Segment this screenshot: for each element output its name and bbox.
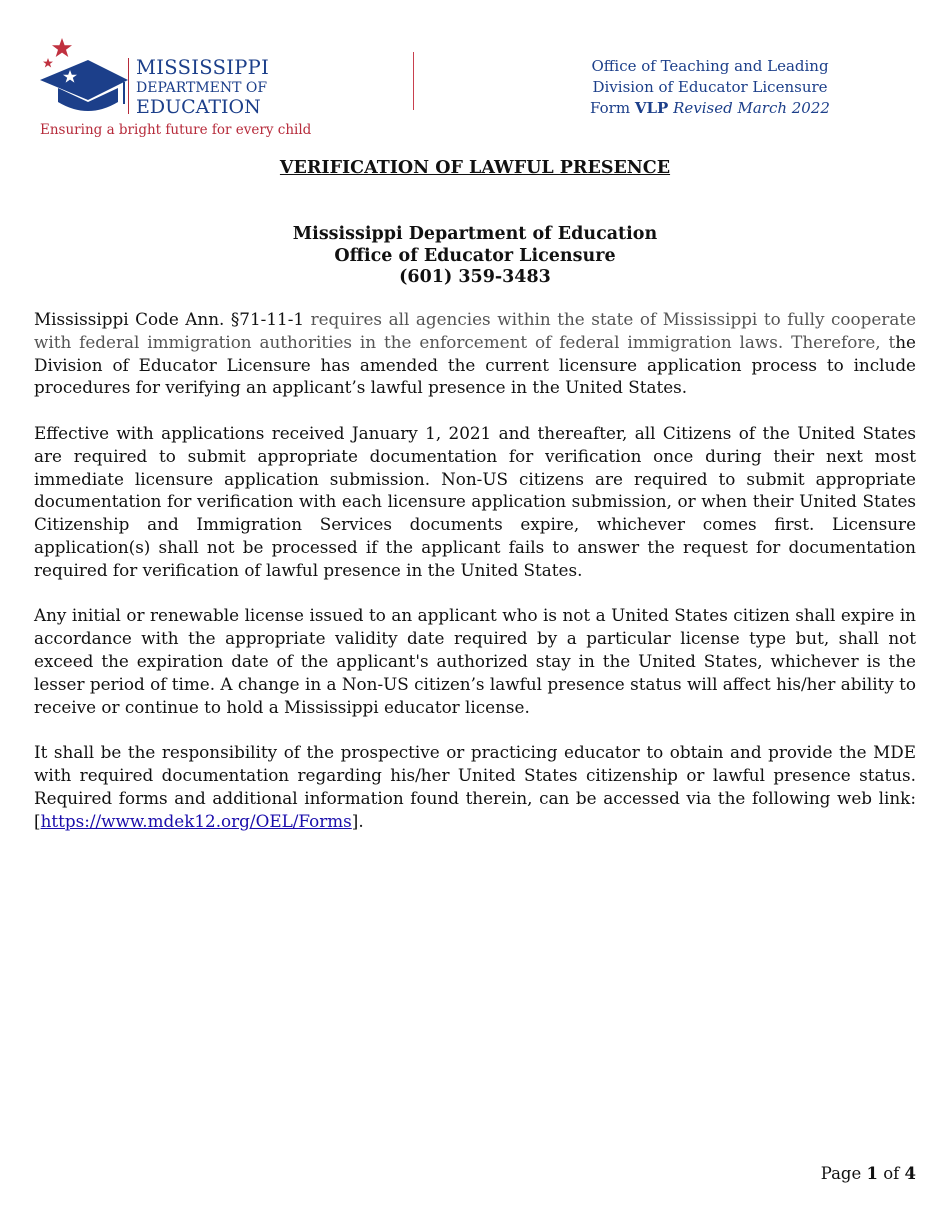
paragraph-4-end: ]. [351, 810, 364, 831]
graduation-cap-icon [36, 36, 128, 120]
paragraph-3: Any initial or renewable license issued to an applicant who is not a United States citizen shall expire in accordance with the appropriate validity date required by a particular license type but, shall not exceed the expiration date of the applicant's authorized stay in the United States, whichever is the lesser period of time. A change in a Non-US citizen’s lawful presence status will affect his/her ability to receive or continue to hold a Mississippi educator license. [34, 605, 916, 717]
page-current: 1 [866, 1164, 878, 1183]
office-name: Office of Educator Licensure [334, 245, 616, 266]
form-prefix: Form [590, 99, 635, 117]
paragraph-2: Effective with applications received January 1, 2021 and thereafter, all Citizens of the United States are required to submit appropriate documentation for verification once during their next most immediate licensure application submission. Non-US citizens are required to submit appropriate documentation for verification with each licensure application submission, or when their United States Citizenship and Immigration Services documents expire, whichever comes first. Licensure application(s) shall not be processed if the applicant fails to answer the request for documentation required for verification of lawful presence in the United States. [34, 422, 916, 580]
logo-line-3: EDUCATION [136, 95, 261, 118]
logo-tagline: Ensuring a bright future for every child [40, 122, 312, 138]
logo-wordmark [136, 58, 269, 117]
small-star-icon [43, 58, 53, 68]
revised-date: Revised March 2022 [673, 99, 830, 117]
form-revision [560, 98, 860, 119]
page-of: of [877, 1164, 905, 1183]
forms-link[interactable]: https://www.mdek12.org/OEL/Forms [40, 810, 352, 831]
paragraph-1-rest: he Division of Educator Licensure has amended the current licensure application process to include procedures for verifying an applicant’s lawful presence in the United States. [34, 331, 916, 398]
page-label: Page [820, 1164, 867, 1183]
paragraph-1 [34, 308, 916, 399]
code-citation: Mississippi Code Ann. §71-11-1 [34, 309, 305, 329]
organization-block [0, 224, 950, 289]
office-header [560, 56, 860, 119]
document-title: VERIFICATION OF LAWFUL PRESENCE [279, 158, 671, 178]
page-total: 4 [904, 1164, 916, 1183]
header-divider [413, 52, 414, 110]
logo-divider [128, 58, 129, 114]
paragraph-1-grey: requires all agencies within the state of Mississippi to fully cooperate with federal immigration authorities in the enforcement of federal immigration laws. Therefore, t [34, 309, 917, 352]
large-star-icon [52, 38, 72, 57]
document-body [34, 308, 916, 855]
organization-name: Mississippi Department of Education [292, 224, 658, 244]
logo-line-2: DEPARTMENT OF [136, 79, 268, 96]
office-line-2: Division of Educator Licensure [592, 78, 828, 96]
logo-line-1: MISSISSIPPI [136, 56, 270, 79]
paragraph-4-text: It shall be the responsibility of the prospective or practicing educator to obtain and provide the MDE with required documentation regarding his/her United States citizenship or lawful presence status. Required forms and additional information found therein, can be accessed via the following web link: [ [34, 742, 916, 831]
page-number [821, 1164, 916, 1183]
form-code: VLP [634, 99, 669, 117]
phone-number: (601) 359-3483 [399, 267, 551, 287]
paragraph-4 [34, 741, 916, 832]
office-line-1: Office of Teaching and Leading [591, 57, 829, 75]
mde-logo [36, 36, 312, 146]
